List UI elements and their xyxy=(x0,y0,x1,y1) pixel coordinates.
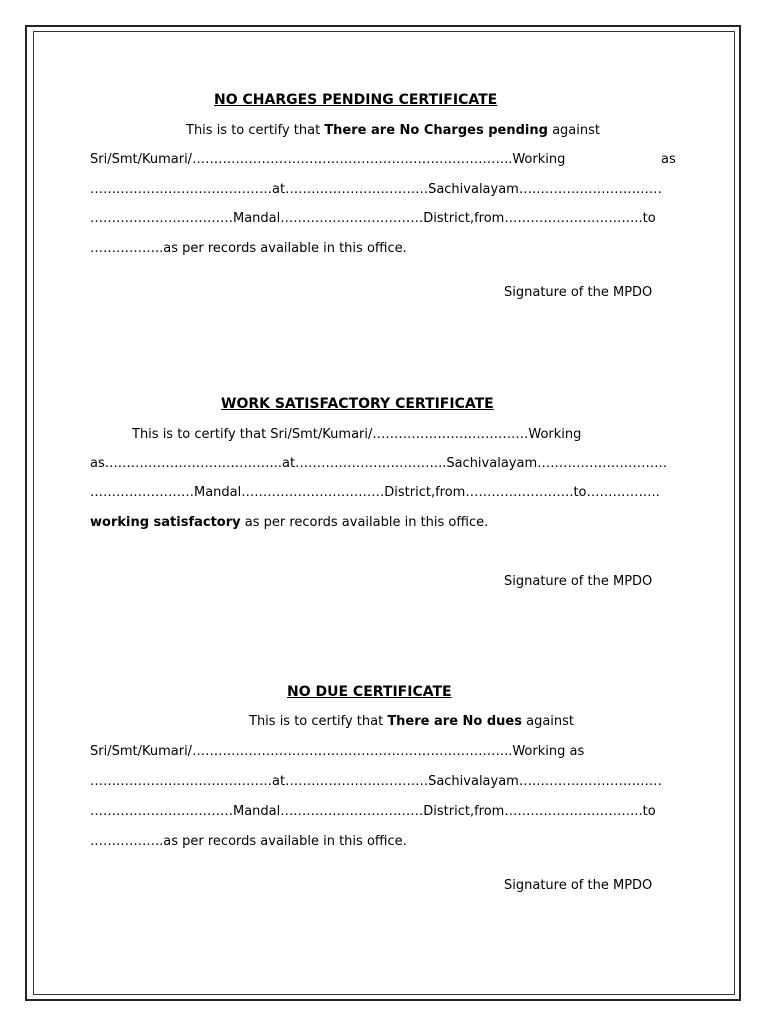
work-satisfactory-line-3: ……………………Mandal……………………………District,from…………………….to…………….. xyxy=(90,485,660,500)
no-due-line-1-pre: This is to certify that xyxy=(249,714,388,729)
no-due-signature: Signature of the MPDO xyxy=(504,878,653,893)
work-satisfactory-line-4-bold: working satisfactory xyxy=(90,515,241,530)
no-charges-certificate-title: NO CHARGES PENDING CERTIFICATE xyxy=(214,92,498,108)
no-due-line-4: ……………………………Mandal……………………………District,from…………………………..to xyxy=(90,804,656,819)
no-charges-line-3: ……………………………………at……………………………Sachivalayam…………………………… xyxy=(90,182,662,197)
page-inner-border xyxy=(33,31,735,995)
no-due-line-5: ……………..as per records available in this office. xyxy=(90,834,407,849)
work-satisfactory-line-4-post: as per records available in this office. xyxy=(240,515,489,530)
no-due-line-3: ……………………………………at……………………………Sachivalayam…………………………… xyxy=(90,774,662,789)
no-due-line-1 xyxy=(249,714,574,730)
no-due-line-1-bold: There are No dues xyxy=(387,714,522,729)
no-charges-line-1-pre: This is to certify that xyxy=(186,123,325,138)
no-due-line-2: Sri/Smt/Kumari/………………………………………………………………..Working as xyxy=(90,744,585,759)
no-charges-line-4: ……………………………Mandal……………………………District,from…………………………..to xyxy=(90,211,656,226)
work-satisfactory-certificate-title: WORK SATISFACTORY CERTIFICATE xyxy=(221,396,494,412)
no-charges-line-1-post: against xyxy=(547,123,600,138)
no-charges-line-1 xyxy=(186,123,600,139)
no-charges-line-5: ……………..as per records available in this office. xyxy=(90,241,407,256)
work-satisfactory-line-4 xyxy=(90,515,488,531)
work-satisfactory-line-1: This is to certify that Sri/Smt/Kumari/………………………………Working xyxy=(132,427,582,442)
work-satisfactory-signature: Signature of the MPDO xyxy=(504,574,653,589)
no-due-line-1-post: against xyxy=(521,714,575,729)
no-due-certificate-title: NO DUE CERTIFICATE xyxy=(287,684,452,700)
no-charges-line-1-bold: There are No Charges pending xyxy=(324,123,548,138)
no-charges-line-2: Sri/Smt/Kumari/………………………………………………………………..Working xyxy=(90,152,566,167)
no-charges-signature: Signature of the MPDO xyxy=(504,285,653,300)
no-charges-line-2-end: as xyxy=(661,152,676,167)
work-satisfactory-line-2: as…………………………………..at……………………………..Sachivalayam………………………… xyxy=(90,456,668,471)
